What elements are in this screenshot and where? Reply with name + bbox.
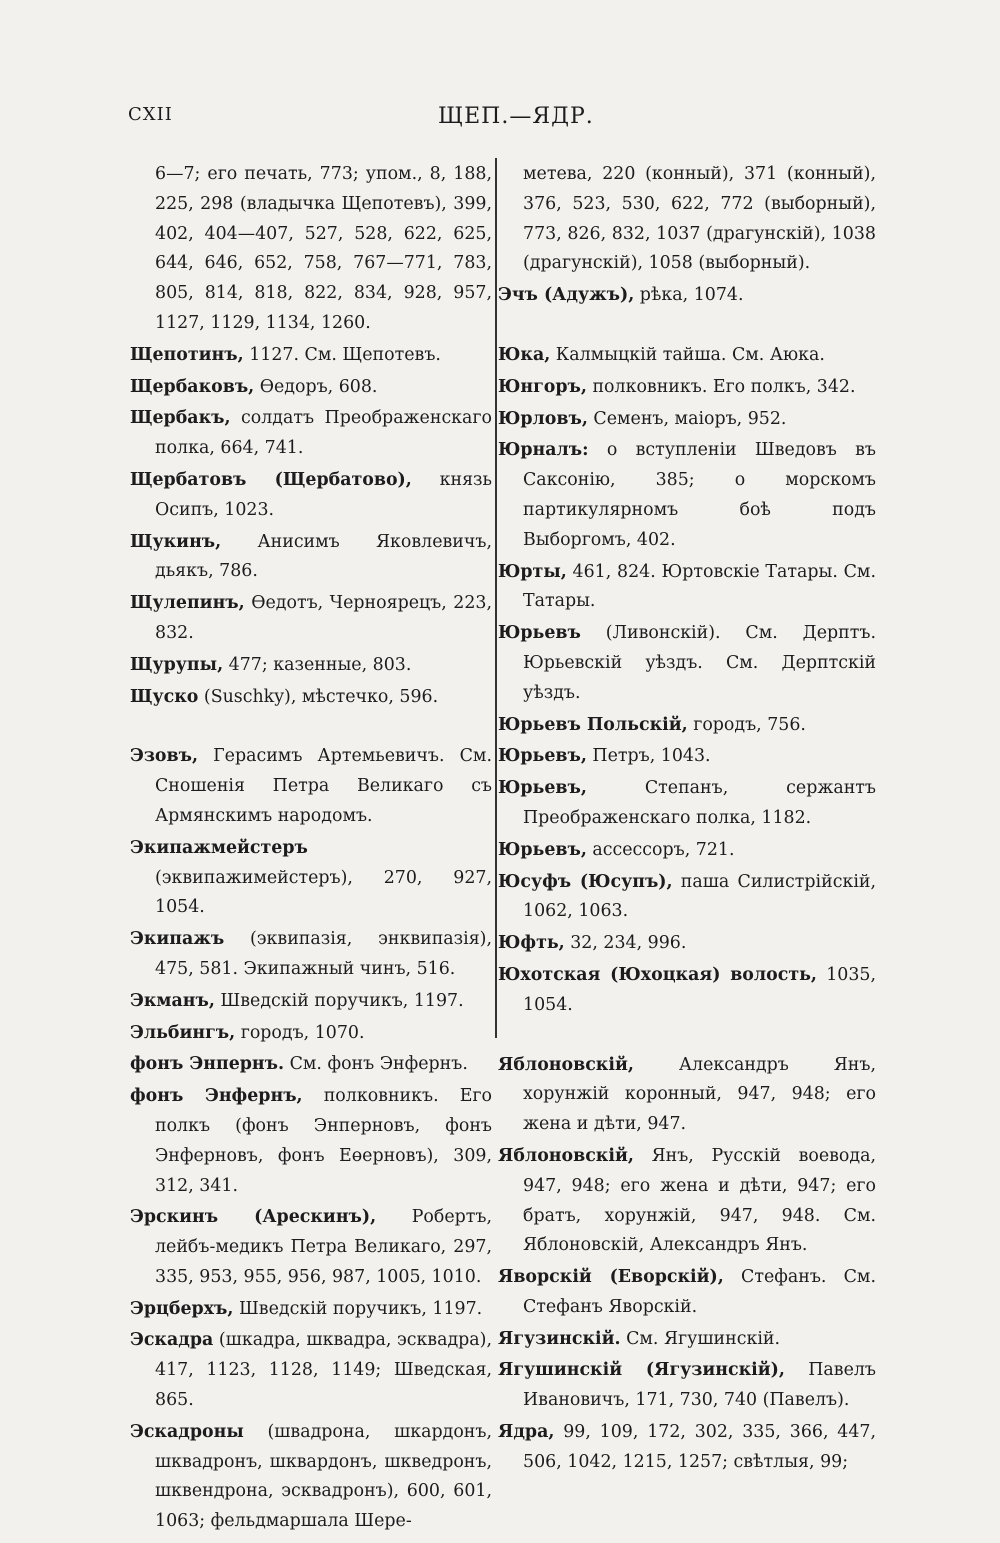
index-entry: [130, 925, 492, 985]
entry-text: Герасимъ Артемьевичъ. См. Сношенія Петра Великаго съ Армянскимъ народомъ.: [155, 746, 492, 826]
index-entry: [498, 711, 876, 741]
entry-text: князь Осипъ, 1023.: [155, 469, 492, 520]
entry-text: (шкадра, шквадра, эсквадра), 417, 1123, 1128, 1149; Шведская, 865.: [155, 1330, 492, 1411]
entry-text: Калмыцкій тайша. См. Аюка.: [550, 344, 825, 365]
index-entry: [130, 683, 492, 713]
entry-headword: Юрьевъ Польскій,: [498, 714, 688, 735]
right-column: [498, 160, 876, 1480]
entry-text: 461, 824. Юртовскіе Татары. См. Татары.: [523, 561, 876, 612]
index-entry: [130, 160, 492, 339]
entry-headword: Яблоновскій,: [498, 1145, 634, 1166]
index-entry: [498, 160, 876, 279]
entry-headword: Экипажъ: [130, 929, 225, 950]
entry-text: (швадрона, шкардонъ, шквадронъ, шквардонъ, шкведронъ, шквендрона, эсквадронъ), 600, 601, 1063; фельдмаршала Шере-: [155, 1421, 492, 1532]
entry-text: Шведскій поручикъ, 1197.: [214, 990, 464, 1011]
entry-text: См. Ягушинскій.: [620, 1328, 781, 1349]
running-title: ЩЕП.—ЯДР.: [438, 104, 594, 129]
index-entry: [498, 341, 876, 371]
entry-headword: Яблоновскій,: [498, 1054, 634, 1075]
entry-text: ассессоръ, 721.: [586, 839, 735, 860]
entry-text: Александръ Янъ, хорунжій коронный, 947, 948; его жена и дѣти, 947.: [523, 1054, 876, 1135]
entry-text: 1035, 1054.: [523, 964, 876, 1015]
index-entry: [130, 1019, 492, 1049]
entry-headword: Юрьевъ,: [498, 839, 587, 860]
index-entry: [498, 619, 876, 708]
index-entry: [498, 558, 876, 618]
page-number: CXII: [128, 104, 173, 125]
entry-headword: Эрцберхъ,: [130, 1298, 234, 1319]
entry-headword: Юрналъ:: [498, 440, 589, 461]
index-entry: [130, 589, 492, 649]
entry-text: солдатъ Преображенскаго полка, 664, 741.: [155, 408, 492, 459]
index-entry: [130, 373, 492, 403]
index-entry: [498, 1356, 876, 1416]
entry-headword: фонъ Энпернъ.: [130, 1054, 285, 1075]
index-entry: [498, 929, 876, 959]
index-entry: [498, 1325, 876, 1355]
entry-headword: Ягушинскій (Ягузинскій),: [498, 1360, 785, 1381]
entry-text: городъ, 756.: [687, 714, 806, 735]
index-entry: [498, 774, 876, 834]
entry-headword: Эскадра: [130, 1330, 214, 1351]
entry-text: Анисимъ Яковлевичъ, дьякъ, 786.: [155, 531, 492, 582]
entry-headword: фонъ Энфернъ,: [130, 1086, 303, 1107]
index-entry: [498, 281, 876, 311]
index-entry: [130, 987, 492, 1017]
entry-headword: Эльбингъ,: [130, 1022, 236, 1043]
index-entry: [130, 1295, 492, 1325]
entry-headword: Экипажмейстеръ: [130, 837, 308, 858]
entry-headword: Щербаковъ,: [130, 376, 255, 397]
index-entry: [130, 742, 492, 831]
entry-text: рѣка, 1074.: [634, 285, 744, 306]
entry-text: 32, 234, 996.: [564, 933, 687, 954]
entry-headword: Юрьевъ,: [498, 778, 587, 799]
entry-headword: Эскадроны: [130, 1421, 244, 1442]
index-entry: [130, 1082, 492, 1201]
entry-headword: Юхотская (Юхоцкая) волость,: [498, 964, 817, 985]
entry-text: Стефанъ. См. Стефанъ Яворскій.: [523, 1267, 876, 1317]
index-entry: [498, 868, 876, 928]
entry-headword: Щербакъ,: [130, 408, 231, 429]
entry-headword: Ягузинскій.: [498, 1328, 621, 1349]
entry-text: Янъ, Русскій воевода, 947, 948; его жена и дѣти, 947; его братъ, хорунжій, 947, 948. См. Яблоновскій, Александръ Янъ.: [523, 1145, 876, 1256]
index-entry: [498, 436, 876, 555]
entry-headword: Юсуфъ (Юсупъ),: [498, 871, 673, 892]
index-entry: [130, 341, 492, 371]
index-entry: [498, 1142, 876, 1261]
index-entry: [130, 1418, 492, 1537]
entry-headword: Щукинъ,: [130, 531, 222, 552]
index-entry: [498, 405, 876, 435]
entry-text: (эквипажимейстеръ), 270, 927, 1054.: [155, 867, 492, 918]
entry-headword: Юрты,: [498, 561, 567, 582]
entry-text: Робертъ, лейбъ-медикъ Петра Великаго, 297, 335, 953, 955, 956, 987, 1005, 1010.: [155, 1207, 492, 1287]
entry-headword: Эчъ (Адужъ),: [498, 285, 635, 306]
index-entry: [130, 651, 492, 681]
entry-headword: Юрловъ,: [498, 408, 588, 429]
index-entry: [130, 528, 492, 588]
entry-text: Өедоръ, 608.: [254, 376, 378, 397]
entry-headword: Юрьевъ: [498, 623, 581, 644]
index-entry: [130, 466, 492, 526]
entry-headword: Щербатовъ (Щербатово),: [130, 469, 412, 490]
entry-text: Петръ, 1043.: [586, 746, 711, 767]
entry-headword: Юнгоръ,: [498, 376, 587, 397]
index-entry: [130, 1326, 492, 1415]
entry-headword: Щулепинъ,: [130, 593, 245, 614]
left-column: [130, 160, 492, 1539]
entry-text: 477; казенные, 803.: [223, 654, 412, 675]
index-entry: [130, 834, 492, 923]
entry-text: 1127. См. Щепотевъ.: [243, 344, 441, 365]
entry-text: полковникъ. Его полкъ, 342.: [586, 376, 856, 397]
entry-text: городъ, 1070.: [235, 1022, 365, 1043]
index-entry: [498, 961, 876, 1021]
entry-text: 99, 109, 172, 302, 335, 366, 447, 506, 1042, 1215, 1257; свѣтлыя, 99;: [523, 1422, 876, 1472]
index-entry: [130, 1203, 492, 1292]
entry-headword: Юрьевъ,: [498, 746, 587, 767]
entry-text: Өедотъ, Черноярецъ, 223, 832.: [155, 593, 492, 643]
entry-text: метева, 220 (конный), 371 (конный), 376, 523, 530, 622, 772 (выборный), 773, 826, 832, 1037 (драгунскій), 1038 (драгунскій), 1058 (выборный).: [523, 164, 876, 274]
entry-headword: Яворскій (Еворскій),: [498, 1267, 724, 1288]
entry-headword: Эрскинъ (Арескинъ),: [130, 1207, 377, 1228]
index-entry: [498, 1051, 876, 1140]
page-header: [0, 104, 1000, 134]
entry-text: Семенъ, маіоръ, 952.: [587, 408, 787, 429]
index-entry: [498, 1418, 876, 1478]
column-divider: [495, 158, 497, 1038]
entry-text: (Suschky), мѣстечко, 596.: [198, 686, 439, 707]
entry-text: Степанъ, сержантъ Преображенскаго полка, 1182.: [523, 778, 876, 828]
index-entry: [498, 836, 876, 866]
entry-headword: Щуско: [130, 686, 199, 707]
entry-headword: Ядра,: [498, 1422, 555, 1443]
index-entry: [498, 742, 876, 772]
entry-text: о вступленіи Шведовъ въ Саксонію, 385; о морскомъ партикулярномъ боѣ подъ Выборгомъ, 402.: [523, 440, 876, 550]
entry-headword: Юка,: [498, 344, 551, 365]
index-entry: [130, 1050, 492, 1080]
entry-text: См. фонъ Энфернъ.: [284, 1054, 468, 1075]
entry-headword: Юфть,: [498, 933, 565, 954]
entry-text: (эквипазія, энквипазія), 475, 581. Экипажный чинъ, 516.: [155, 929, 492, 979]
entry-headword: Щепотинъ,: [130, 344, 244, 365]
entry-text: (Ливонскій). См. Дерптъ. Юрьевскій уѣздъ. См. Дерптскій уѣздъ.: [523, 623, 876, 703]
entry-text: Шведскій поручикъ, 1197.: [233, 1298, 483, 1319]
index-entry: [498, 373, 876, 403]
entry-headword: Щурупы,: [130, 654, 224, 675]
entry-text: паша Силистрійскій, 1062, 1063.: [523, 871, 876, 922]
index-entry: [130, 404, 492, 464]
entry-text: полковникъ. Его полкъ (фонъ Энперновъ, фонъ Энферновъ, фонъ Еөерновъ), 309, 312, 341.: [155, 1086, 492, 1196]
index-entry: [498, 1263, 876, 1323]
entry-headword: Эзовъ,: [130, 746, 199, 767]
entry-headword: Экманъ,: [130, 990, 215, 1011]
entry-text: Павелъ Ивановичъ, 171, 730, 740 (Павелъ).: [523, 1360, 876, 1411]
entry-text: 6—7; его печать, 773; упом., 8, 188, 225, 298 (владычка Щепотевъ), 399, 402, 404—407, 527, 528, 622, 625, 644, 646, 652, 758, 767—771, 783, 805, 814, 818, 822, 834, 928, 957, 1127, 1129, 1134, 1260.: [155, 164, 492, 333]
